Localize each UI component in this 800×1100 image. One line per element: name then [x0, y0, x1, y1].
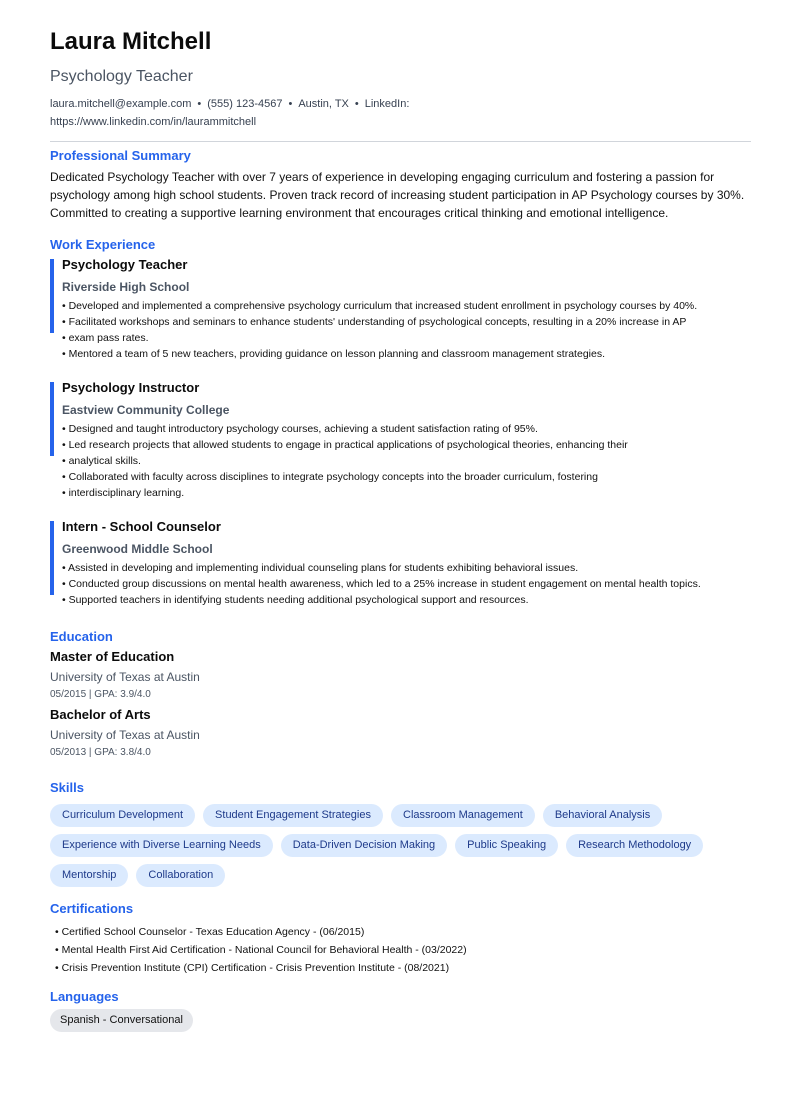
experience-section: [50, 237, 751, 608]
certifications-section: [50, 901, 751, 977]
job-entry: [50, 519, 751, 608]
job-company: Eastview Community College: [62, 403, 230, 417]
job-bullet: • Mentored a team of 5 new teachers, providing guidance on lesson planning and classroom management strategies.: [62, 348, 605, 360]
job-bullets: [62, 560, 751, 608]
skill-chip: Student Engagement Strategies: [203, 804, 383, 827]
job-entry: [50, 380, 751, 501]
job-accent-bar: [50, 521, 54, 595]
candidate-name: Laura Mitchell: [50, 28, 212, 55]
contact-linkedin-label: LinkedIn:: [364, 98, 410, 110]
contact-phone: (555) 123-4567: [207, 98, 283, 110]
skill-chip: Research Methodology: [566, 834, 703, 857]
education-meta: 05/2015 | GPA: 3.9/4.0: [50, 689, 151, 700]
contact-separator: •: [288, 98, 293, 110]
education-entry: [50, 649, 751, 702]
education-section: [50, 629, 751, 760]
job-bullet: • Designed and taught introductory psychology courses, achieving a student satisfaction rating of 95%.: [62, 423, 538, 435]
languages-section: [50, 989, 751, 1032]
skill-chip: Behavioral Analysis: [543, 804, 662, 827]
contact-separator: •: [197, 98, 202, 110]
skills-section: [50, 780, 751, 887]
job-title: Intern - School Counselor: [62, 519, 221, 534]
language-chip-list: [50, 1009, 751, 1032]
section-title-experience: Work Experience: [50, 237, 156, 252]
job-title: Psychology Instructor: [62, 380, 200, 395]
certification-item: • Mental Health First Aid Certification - National Council for Behavioral Health - (03/2022): [55, 944, 467, 956]
job-bullet: • Assisted in developing and implementing individual counseling plans for students exhibiting behavioral issues.: [62, 562, 579, 574]
education-degree: Master of Education: [50, 649, 175, 664]
header-divider: [50, 141, 751, 142]
job-bullet: • Developed and implemented a comprehensive psychology curriculum that increased student enrollment in psychology courses by 40%.: [62, 300, 698, 312]
skill-chip: Curriculum Development: [50, 804, 195, 827]
section-title-education: Education: [50, 629, 113, 644]
summary-section: [50, 148, 751, 222]
job-bullet: • analytical skills.: [62, 455, 141, 467]
contact-linkedin-url[interactable]: https://www.linkedin.com/in/laurammitchell: [50, 116, 257, 128]
education-degree: Bachelor of Arts: [50, 707, 151, 722]
contact-location: Austin, TX: [298, 98, 349, 110]
certification-item: • Certified School Counselor - Texas Education Agency - (06/2015): [55, 926, 365, 938]
language-chip: Spanish - Conversational: [50, 1009, 193, 1032]
job-bullet: • interdisciplinary learning.: [62, 487, 185, 499]
job-entry: [50, 257, 751, 362]
job-title: Psychology Teacher: [62, 257, 188, 272]
job-bullet: • Facilitated workshops and seminars to enhance students' understanding of psychological concepts, resulting in a 20% increase in AP: [62, 316, 687, 328]
skill-chip: Data-Driven Decision Making: [281, 834, 447, 857]
skill-chip: Experience with Diverse Learning Needs: [50, 834, 273, 857]
resume-page: [50, 28, 751, 1032]
job-accent-bar: [50, 382, 54, 456]
job-bullets: [62, 298, 751, 362]
education-school: University of Texas at Austin: [50, 670, 200, 684]
contact-email[interactable]: laura.mitchell@example.com: [50, 98, 192, 110]
job-bullet: • exam pass rates.: [62, 332, 149, 344]
skill-chip: Mentorship: [50, 864, 128, 887]
skill-chip: Classroom Management: [391, 804, 535, 827]
education-entry: [50, 707, 751, 760]
section-title-certifications: Certifications: [50, 901, 134, 916]
job-bullet: • Led research projects that allowed students to engage in practical applications of psychological theories, enhancing their: [62, 439, 628, 451]
section-title-skills: Skills: [50, 780, 84, 795]
contact-info: [50, 95, 751, 131]
job-accent-bar: [50, 259, 54, 333]
candidate-role: Psychology Teacher: [50, 68, 193, 85]
skill-chip: Collaboration: [136, 864, 225, 887]
education-school: University of Texas at Austin: [50, 728, 200, 742]
section-title-languages: Languages: [50, 989, 119, 1004]
education-meta: 05/2013 | GPA: 3.8/4.0: [50, 747, 151, 758]
job-company: Greenwood Middle School: [62, 542, 213, 556]
contact-separator: •: [354, 98, 359, 110]
job-company: Riverside High School: [62, 280, 190, 294]
summary-text: Dedicated Psychology Teacher with over 7 years of experience in developing engaging curriculum and fostering a passion for psychology among high school students. Proven track record of increasing student participation in AP Psychology courses by 30%. Committed to creating a supportive learning environment that encourages critical thinking and emotional intelligence.: [50, 170, 745, 220]
job-bullet: • Collaborated with faculty across disciplines to integrate psychology concepts into the broader curriculum, fostering: [62, 471, 598, 483]
certification-item: • Crisis Prevention Institute (CPI) Certification - Crisis Prevention Institute - (08/2021): [55, 962, 450, 974]
job-bullet: • Supported teachers in identifying students needing additional psychological support and resources.: [62, 594, 529, 606]
job-bullets: [62, 421, 751, 501]
skills-chip-list: [50, 804, 751, 887]
certification-list: [50, 923, 751, 977]
skill-chip: Public Speaking: [455, 834, 558, 857]
section-title-summary: Professional Summary: [50, 148, 191, 163]
job-bullet: • Conducted group discussions on mental health awareness, which led to a 25% increase in student engagement on mental health topics.: [62, 578, 701, 590]
